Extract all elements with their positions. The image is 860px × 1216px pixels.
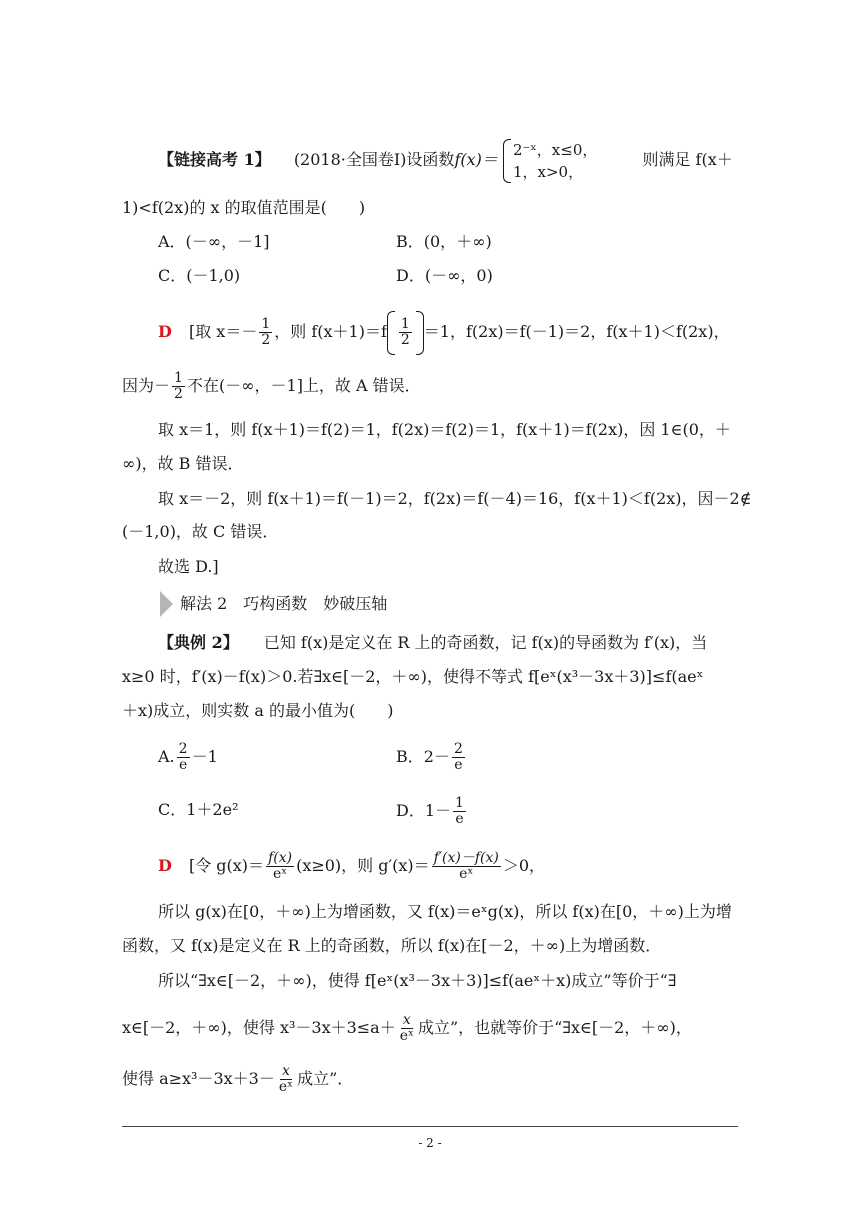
example2-tag: 【典例 2】: [158, 633, 239, 652]
fraction-numerator: 1: [400, 316, 410, 332]
solution2-line5: [122, 1006, 692, 1050]
fraction-one-half: [172, 371, 185, 402]
fraction-one-over-e: [453, 796, 466, 827]
piecewise-case-2: 1，x>0，: [512, 162, 584, 181]
solution2-l6-b: 成立”．: [297, 1069, 354, 1088]
example2-option-d: [396, 789, 468, 833]
example2-text: 已知 f(x)是定义在 R 上的奇函数，记 f(x)的导函数为 f′(x)，当: [263, 633, 708, 652]
example1-option-c: C．(－1,0): [158, 266, 241, 285]
fraction-numerator: f′(x)－f(x): [433, 850, 499, 866]
example1-option-d: D．(－∞，0): [396, 266, 493, 285]
solution1-line4: ∞)，故 B 错误．: [122, 454, 244, 473]
fraction-numerator: 1: [174, 370, 183, 386]
example1-question-line1: [158, 136, 733, 184]
solution1-l2-b: 不在(－∞，－1]上，故 A 错误．: [186, 376, 421, 395]
solution2-line6: [122, 1057, 353, 1101]
piecewise-case-1: 2⁻ˣ，x≤0，: [512, 140, 598, 159]
example2-option-b: [396, 735, 467, 779]
solution2-text-c: ＞0，: [502, 856, 546, 875]
fraction-numerator: x: [402, 1012, 411, 1028]
fraction-two-over-e: [177, 742, 190, 773]
fraction-x-over-ex: [398, 1013, 416, 1044]
example1-question-line2: 1)<f(2x)的 x 的取值范围是( ): [122, 198, 366, 217]
fraction-numerator: 1: [261, 316, 271, 332]
solution1-line3: 取 x＝1，则 f(x＋1)＝f(2)＝1，f(2x)＝f(2)＝1，f(x＋1)＝f(2x)，因 1∈(0，＋: [158, 420, 731, 439]
fraction-two-over-e: [452, 742, 465, 773]
fraction-numerator: 2: [453, 741, 463, 757]
section-heading: 解法 2 巧构函数 妙破压轴: [180, 594, 388, 613]
fraction-denominator: eˣ: [272, 866, 288, 882]
option-b-prefix: B．2－: [396, 747, 450, 766]
example1-fx: f(x)＝: [454, 150, 498, 169]
paren-right: [416, 311, 424, 355]
fraction-denominator: e: [454, 757, 463, 773]
fraction-fx-over-ex: [266, 851, 294, 882]
option-a-prefix: A.: [158, 747, 175, 766]
solution1-text-a: [取 x＝－: [188, 322, 258, 341]
fraction-denominator: eˣ: [459, 866, 474, 882]
fraction-denominator: e: [455, 811, 464, 827]
solution2-text-b: (x≥0)，则 g′(x)＝: [296, 856, 430, 875]
solution2-text-a: [令 g(x)＝: [188, 856, 265, 875]
solution2-answer: D: [158, 856, 172, 875]
example1-tag: 【链接高考 1】: [158, 150, 271, 169]
solution1-text-c: ＝1，f(2x)＝f(－1)＝2，f(x＋1)＜f(2x)，: [423, 322, 730, 341]
solution1-line1: [158, 310, 730, 355]
piecewise-brace: [503, 139, 511, 183]
example2-line3: ＋x)成立，则实数 a 的最小值为( ): [122, 701, 394, 720]
fraction-numerator: 1: [455, 795, 464, 811]
example1-option-a: A．(－∞，－1]: [158, 232, 270, 251]
fraction-denominator: eˣ: [399, 1028, 414, 1044]
section-marker-icon: [160, 591, 173, 617]
solution2-l6-a: 使得 a≥x³－3x＋3－: [122, 1069, 275, 1088]
fraction-derivative: [432, 851, 501, 882]
solution2-line4: 所以“∃x∈[－2，＋∞)，使得 f[eˣ(x³－3x＋3)]≤f(aeˣ＋x)成立”等价于“∃: [158, 971, 677, 990]
example2-line2: x≥0 时，f′(x)－f(x)＞0.若∃x∈[－2，＋∞)，使得不等式 f[eˣ(x³－3x＋3)]≤f(aeˣ: [122, 667, 704, 686]
piecewise-cases: [513, 139, 597, 183]
fraction-one-half: [259, 317, 272, 348]
fraction-numerator: 2: [178, 741, 188, 757]
example2-option-a: [158, 735, 218, 779]
solution1-line5: 取 x＝－2，则 f(x＋1)＝f(－1)＝2，f(2x)＝f(－4)＝16，f(x＋1)＜f(2x)，因－2∉: [158, 489, 752, 508]
fraction-one-half-inner: [399, 317, 412, 348]
fraction-denominator: eˣ: [278, 1079, 294, 1095]
example1-continuation: 则满足 f(x＋: [642, 150, 733, 169]
fraction-numerator: x: [282, 1063, 290, 1079]
fraction-denominator: 2: [261, 332, 271, 348]
example2-option-c: C．1＋2e²: [158, 800, 239, 819]
fraction-denominator: 2: [400, 332, 410, 348]
solution1-answer: D: [158, 322, 172, 341]
example1-source: (2018·全国卷Ⅰ)设函数: [293, 150, 455, 169]
solution1-line7: 故选 D.]: [158, 557, 219, 576]
footer-rule: [122, 1126, 738, 1127]
solution1-l2-a: 因为－: [122, 376, 171, 395]
page-number: - 2 -: [418, 1136, 442, 1150]
solution1-line6: (－1,0)，故 C 错误．: [122, 522, 279, 541]
fraction-x-over-ex: [277, 1064, 295, 1095]
paren-left: [387, 311, 395, 355]
fraction-denominator: 2: [174, 386, 183, 402]
solution1-line2: [122, 366, 421, 406]
fraction-denominator: e: [178, 757, 188, 773]
example2-line1: [158, 632, 707, 654]
solution2-line1: [158, 844, 545, 888]
solution2-l5-a: x∈[－2，＋∞)，使得 x³－3x＋3≤a＋: [122, 1018, 396, 1037]
example1-option-b: B．(0，＋∞): [396, 232, 492, 251]
solution2-l5-b: 成立”，也就等价于“∃x∈[－2，＋∞)，: [417, 1018, 692, 1037]
solution2-line3: 函数，又 f(x)是定义在 R 上的奇函数，所以 f(x)在[－2，＋∞)上为增函数．: [122, 936, 662, 955]
option-d-prefix: D．1－: [396, 801, 452, 820]
solution1-text-b: ，则 f(x＋1)＝f: [274, 322, 387, 341]
fraction-numerator: f(x): [268, 850, 293, 866]
option-a-suffix: －1: [191, 747, 218, 766]
solution2-line2: 所以 g(x)在[0，＋∞)上为增函数，又 f(x)＝eˣg(x)，所以 f(x)在[0，＋∞)上为增: [158, 902, 732, 921]
